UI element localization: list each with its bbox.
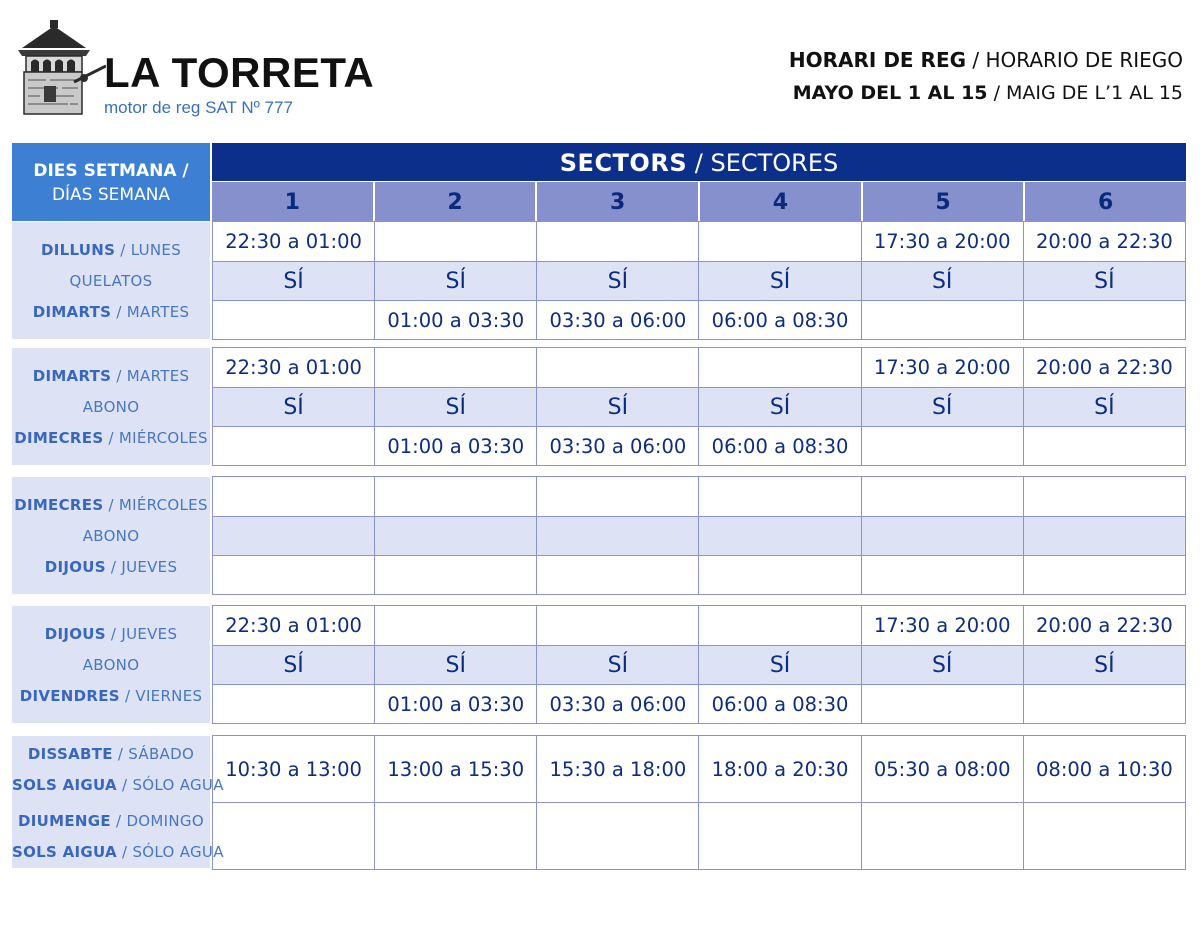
day-block-5-labels [12, 736, 224, 868]
table-cell [537, 606, 699, 646]
table-cell: 06:00 a 08:30 [699, 685, 861, 724]
schedule-period-es: MAYO DEL 1 AL 15 [792, 82, 988, 104]
day-label: DILLUNS / LUNES [40, 241, 182, 259]
table-cell: SÍ [861, 388, 1023, 427]
table-cell: 08:00 a 10:30 [1023, 736, 1185, 803]
table-row [213, 388, 1186, 427]
day-label: SOLS AIGUA / SÓLO AGUA [12, 843, 224, 861]
table-cell [213, 685, 375, 724]
table-cell [213, 477, 375, 517]
table-cell [699, 556, 861, 595]
day-label: SOLS AIGUA / SÓLO AGUA [12, 776, 224, 794]
days-header-es: DÍAS SEMANA [51, 185, 171, 205]
table-cell [375, 517, 537, 556]
table-row [213, 556, 1186, 595]
table-cell [1023, 427, 1185, 466]
table-row [213, 803, 1186, 870]
day-label: DIMARTS / MARTES [32, 367, 190, 385]
table-cell [1023, 556, 1185, 595]
table-cell [1023, 477, 1185, 517]
table-cell [699, 517, 861, 556]
table-cell: SÍ [861, 646, 1023, 685]
table-cell [1023, 517, 1185, 556]
sectors-header-es: SECTORES [710, 149, 839, 177]
table-row [213, 348, 1186, 388]
table-cell: 06:00 a 08:30 [699, 301, 861, 340]
table-cell [375, 803, 537, 870]
day-label: DIUMENGE / DOMINGO [18, 812, 204, 830]
table-cell: SÍ [699, 388, 861, 427]
days-header-ca: DIES SETMANA / [33, 161, 189, 181]
table-cell [699, 477, 861, 517]
table-cell: SÍ [213, 646, 375, 685]
sectors-header [212, 143, 1186, 181]
day-block-4-labels [12, 606, 210, 723]
table-cell: SÍ [699, 646, 861, 685]
table-cell [699, 803, 861, 870]
table-cell [537, 477, 699, 517]
table-row [213, 606, 1186, 646]
table-cell: SÍ [375, 388, 537, 427]
table-cell [375, 556, 537, 595]
table-cell: 20:00 a 22:30 [1023, 222, 1185, 262]
table-cell: 03:30 a 06:00 [537, 427, 699, 466]
table-row [213, 736, 1186, 803]
sector-number: 3 [537, 182, 700, 221]
table-cell [537, 803, 699, 870]
table-row [213, 685, 1186, 724]
logo-subtitle: motor de reg SAT Nº 777 [104, 98, 293, 117]
sector-number: 5 [863, 182, 1026, 221]
table-cell [861, 427, 1023, 466]
table-row [213, 301, 1186, 340]
table-cell [1023, 803, 1185, 870]
day-block-1-labels [12, 222, 210, 339]
table-cell: 01:00 a 03:30 [375, 685, 537, 724]
table-cell: 22:30 a 01:00 [213, 606, 375, 646]
table-cell: SÍ [213, 388, 375, 427]
schedule-block-5 [212, 735, 1186, 870]
schedule-period-separator: / [987, 82, 1007, 104]
table-cell: SÍ [213, 262, 375, 301]
day-label: ABONO [82, 527, 140, 545]
day-label: DIMARTS / MARTES [32, 303, 190, 321]
day-label: DIMECRES / MIÉRCOLES [14, 429, 208, 447]
table-cell: SÍ [1023, 388, 1185, 427]
schedule-title-ca: HORARI DE REG [788, 48, 967, 72]
table-cell: 22:30 a 01:00 [213, 222, 375, 262]
table-cell: 01:00 a 03:30 [375, 427, 537, 466]
table-cell: 10:30 a 13:00 [213, 736, 375, 803]
day-label: DIVENDRES / VIERNES [19, 687, 203, 705]
day-label: DIJOUS / JUEVES [44, 625, 178, 643]
table-cell [699, 348, 861, 388]
table-cell [213, 427, 375, 466]
table-cell: 17:30 a 20:00 [861, 606, 1023, 646]
table-row [213, 427, 1186, 466]
table-cell: SÍ [537, 262, 699, 301]
sector-number: 4 [700, 182, 863, 221]
table-cell [861, 685, 1023, 724]
table-cell: 15:30 a 18:00 [537, 736, 699, 803]
table-cell [537, 348, 699, 388]
sector-number: 1 [212, 182, 375, 221]
table-cell [861, 556, 1023, 595]
table-cell [699, 606, 861, 646]
table-cell: SÍ [375, 646, 537, 685]
schedule-block-3 [212, 476, 1186, 595]
table-cell [375, 222, 537, 262]
table-cell [213, 301, 375, 340]
table-cell: 18:00 a 20:30 [699, 736, 861, 803]
schedule-title-es: HORARIO DE RIEGO [985, 48, 1183, 72]
table-cell: SÍ [537, 388, 699, 427]
day-label: DIJOUS / JUEVES [44, 558, 178, 576]
table-cell: 05:30 a 08:00 [861, 736, 1023, 803]
schedule-block-4 [212, 605, 1186, 724]
table-cell [213, 803, 375, 870]
table-cell: SÍ [699, 262, 861, 301]
table-cell [375, 348, 537, 388]
table-cell: 20:00 a 22:30 [1023, 606, 1185, 646]
sectors-header-ca: SECTORS [559, 149, 688, 177]
day-label: ABONO [82, 398, 140, 416]
table-cell: 03:30 a 06:00 [537, 685, 699, 724]
table-cell [1023, 301, 1185, 340]
table-cell: 01:00 a 03:30 [375, 301, 537, 340]
schedule-block-2 [212, 347, 1186, 466]
table-cell [1023, 685, 1185, 724]
days-column-header [12, 143, 210, 221]
table-row [213, 646, 1186, 685]
table-row [213, 222, 1186, 262]
table-cell [537, 556, 699, 595]
table-cell [375, 477, 537, 517]
table-cell: 17:30 a 20:00 [861, 222, 1023, 262]
table-cell [213, 556, 375, 595]
table-cell: 13:00 a 15:30 [375, 736, 537, 803]
table-cell [537, 222, 699, 262]
sector-number: 6 [1025, 182, 1186, 221]
schedule-title [789, 48, 1183, 72]
table-row [213, 262, 1186, 301]
table-cell: 06:00 a 08:30 [699, 427, 861, 466]
day-block-2-labels [12, 348, 210, 465]
day-block-3-labels [12, 477, 210, 594]
table-cell: 22:30 a 01:00 [213, 348, 375, 388]
table-cell: 20:00 a 22:30 [1023, 348, 1185, 388]
logo [14, 20, 375, 120]
table-cell [861, 517, 1023, 556]
table-cell [213, 517, 375, 556]
schedule-period-ca: MAIG DE L’1 AL 15 [1006, 82, 1183, 104]
tower-icon [14, 20, 106, 116]
table-cell: SÍ [1023, 646, 1185, 685]
table-cell: 17:30 a 20:00 [861, 348, 1023, 388]
table-cell [861, 477, 1023, 517]
schedule-period [793, 82, 1183, 104]
table-cell [537, 517, 699, 556]
day-label: DISSABTE / SÁBADO [27, 745, 195, 763]
day-label: ABONO [82, 656, 140, 674]
schedule-block-1 [212, 221, 1186, 340]
table-cell: SÍ [375, 262, 537, 301]
sector-number: 2 [375, 182, 538, 221]
day-label: QUELATOS [69, 272, 153, 290]
day-label: DIMECRES / MIÉRCOLES [14, 496, 208, 514]
table-row [213, 477, 1186, 517]
table-cell [861, 301, 1023, 340]
sector-number-row [212, 182, 1186, 221]
table-cell [699, 222, 861, 262]
table-cell: 03:30 a 06:00 [537, 301, 699, 340]
schedule-title-separator: / [966, 48, 986, 72]
table-cell: SÍ [537, 646, 699, 685]
table-cell [861, 803, 1023, 870]
sectors-header-separator: / [687, 149, 711, 177]
table-cell [375, 606, 537, 646]
table-cell: SÍ [861, 262, 1023, 301]
table-cell: SÍ [1023, 262, 1185, 301]
table-row [213, 517, 1186, 556]
logo-title: LA TORRETA [104, 49, 375, 96]
